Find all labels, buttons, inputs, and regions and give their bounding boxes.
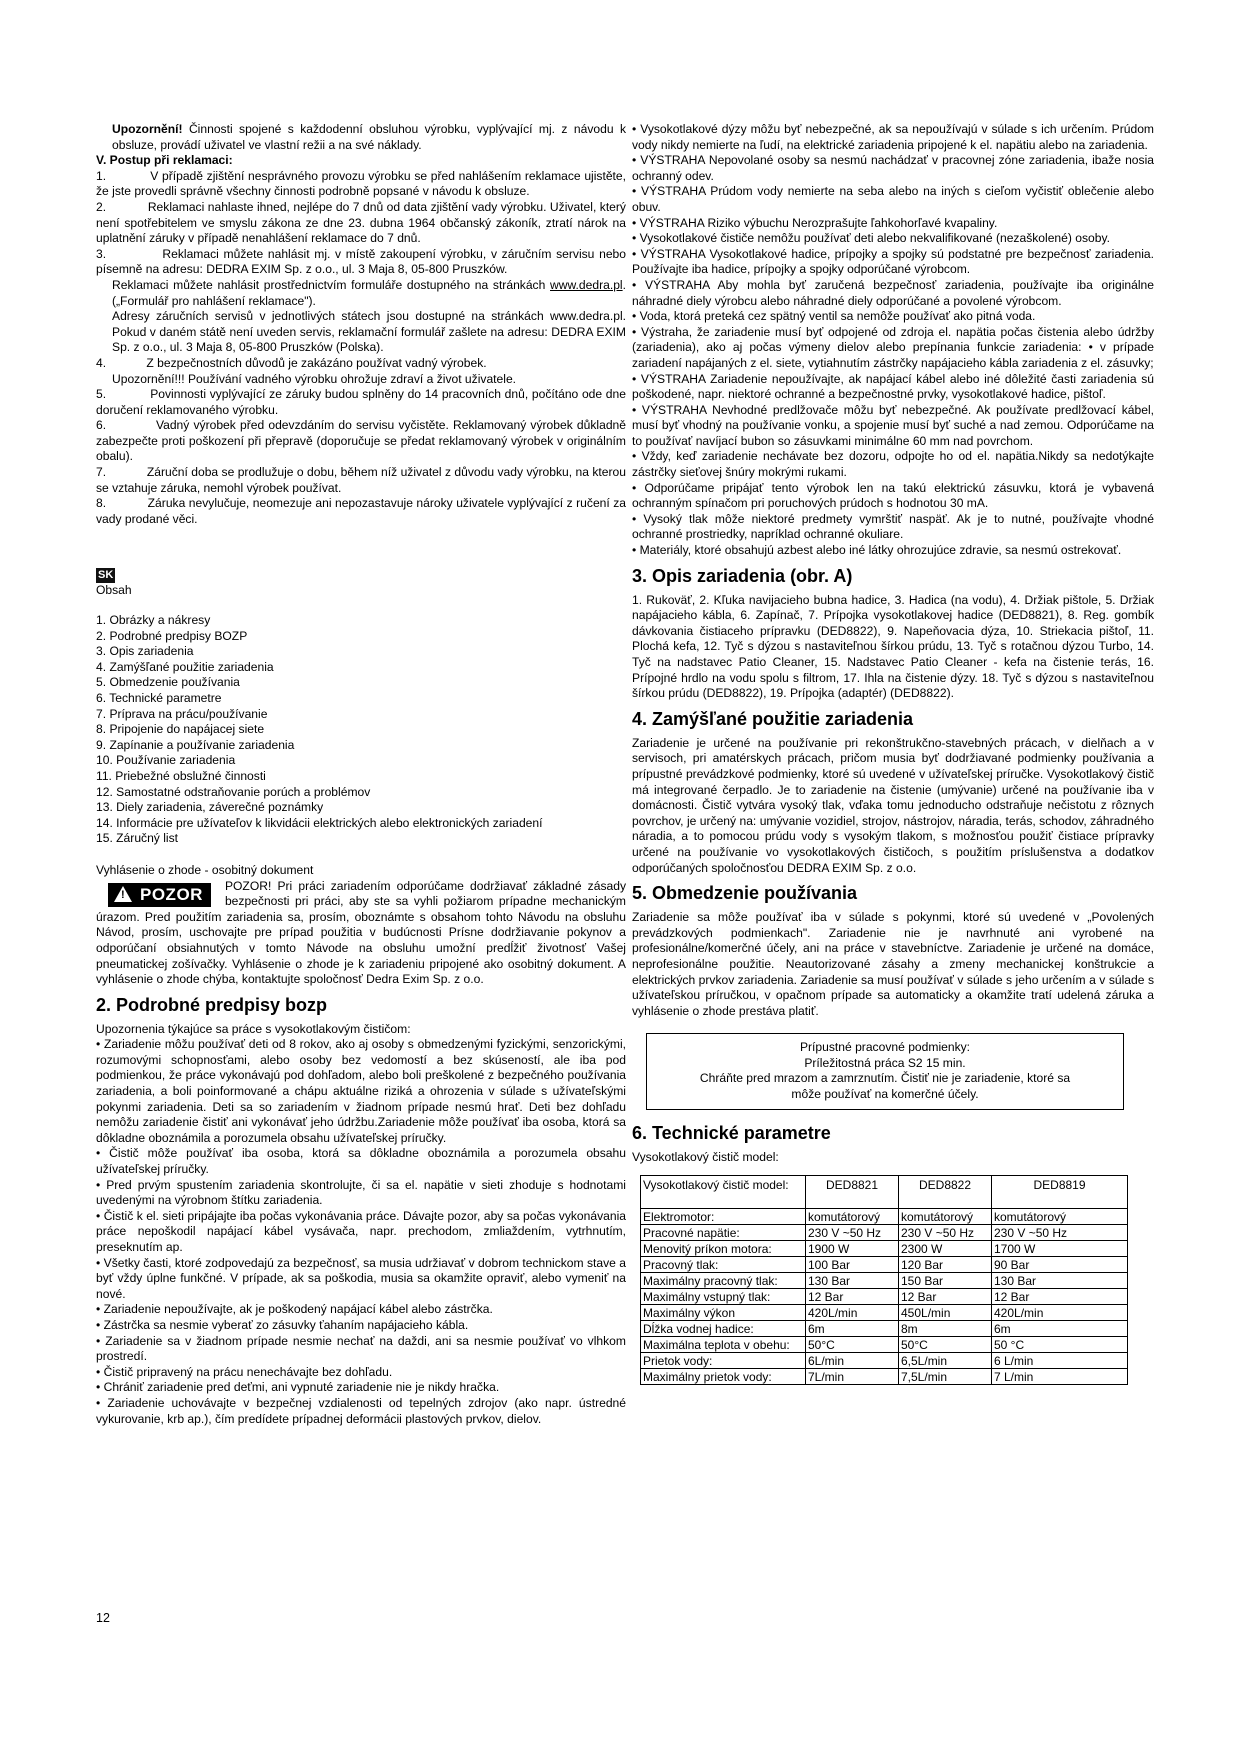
section-v-title: V. Postup při reklamaci: — [96, 153, 233, 168]
pozor-label: POZOR — [140, 884, 203, 904]
item-text: V případě zjištění nesprávného provozu výrobku se před nahlášením reklamace ujistěte, že jste provedli správně všechny činnosti podrobně popsané v návodu k obsluze. — [96, 168, 626, 199]
item-text: Vadný výrobek před odevzdáním do servisu vyčistěte. Reklamovaný výrobek důkladně zabezpečte proti poškození při přepravě (doporučuje se předat reklamovaný výrobek v originálním obalu). — [96, 418, 627, 464]
table-row — [641, 1209, 1128, 1225]
toc-title: Obsah — [96, 583, 132, 598]
condition-line: Príležitostná práca S2 15 min. — [804, 1055, 966, 1070]
table-cell: 6m — [992, 1321, 1128, 1337]
toc-item: 5. Obmedzenie používania — [96, 675, 240, 690]
table-cell: komutátorový — [992, 1209, 1128, 1225]
service-addresses: Adresy záručních servisů v jednotlivých státech jsou dostupné na stránkách www.dedra.pl. Pokud v daném státě není uveden servis, reklamační formulář zašlete na adresu: DEDRA EXIM Sp. z o.o., ul. 3 Maja 8, 05-800 Pruszków (Polska). — [112, 309, 626, 355]
table-cell: 12 Bar — [992, 1289, 1128, 1305]
item-number: 8. — [96, 496, 107, 511]
warning-item: • VÝSTRAHA Nepovolané osoby sa nesmú nachádzať v pracovnej zóne zariadenia, ibaže nosia ochranný odev. — [632, 153, 1154, 183]
table-header-row — [641, 1176, 1128, 1209]
table-cell: Dĺžka vodnej hadice: — [641, 1321, 806, 1337]
item-text: Záruční doba se prodlužuje o dobu, během níž uživatel z důvodu vady výrobku, na kterou se vztahuje záruka, nemohl výrobek používat. — [96, 465, 626, 495]
table-row — [641, 1353, 1128, 1369]
complaint-item-7 — [96, 465, 626, 496]
complaint-item-6 — [96, 418, 626, 465]
notice-label: Upozornění! — [112, 122, 183, 136]
table-cell: Prietok vody: — [641, 1353, 806, 1369]
warning-item: • VÝSTRAHA Aby mohla byť zaručená bezpečnosť zariadenia, používajte iba originálne náhradné diely výrobcu alebo náhradné diely odporúčané a povolené výrobcom. — [632, 277, 1154, 308]
item-text: Povinnosti vyplývající ze záruky budou splněny do 14 pracovních dnů, počítáno ode dne doručení reklamovaného výrobku. — [96, 387, 626, 417]
complaint-item-5 — [96, 387, 626, 418]
item-text: Z bezpečnostních důvodů je zakázáno používat vadný výrobek. — [146, 355, 487, 370]
condition-line: môže používať na komerčné účely. — [791, 1087, 979, 1102]
bozp-item: • Chrániť zariadenie pred deťmi, ani vypnuté zariadenie nie je nikdy hračka. — [96, 1380, 500, 1395]
table-header-cell: DED8821 — [806, 1176, 899, 1209]
web-text-a: Reklamaci můžete nahlásit prostřednictvím formuláře dostupného na stránkách — [112, 277, 551, 292]
warning-item: • Vysokotlakové dýzy môžu byť nebezpečné, ak sa nepoužívajú v súlade s ich určením. Prúdom vody nikdy nemierte na ľudí, na elektrické zariadenia pripojené k el. napätiu alebo na zariadenia. — [632, 122, 1154, 152]
toc-item: 4. Zamýšľané použitie zariadenia — [96, 659, 274, 674]
bozp-item: • Zariadenie uchovávajte v bezpečnej vzdialenosti od tepelných zdrojov (ako napr. ústredné vykurovanie, krb ap.), čím predídete prípadnej deformácii plastových prvkov, dielov. — [96, 1395, 626, 1426]
section-2-heading: 2. Podrobné predpisy bozp — [96, 994, 328, 1015]
table-row — [641, 1289, 1128, 1305]
warning-triangle-icon: ! — [114, 886, 132, 902]
warning-item: • VÝSTRAHA Riziko výbuchu Nerozprašujte ľahkohorľavé kvapaliny. — [632, 215, 998, 230]
table-cell: 50°C — [806, 1337, 899, 1353]
item-number: 6. — [96, 418, 107, 433]
toc-item: 11. Priebežné obslužné činnosti — [96, 768, 266, 783]
table-cell: 6m — [806, 1321, 899, 1337]
table-cell: 2300 W — [899, 1241, 992, 1257]
toc-item: 7. Príprava na prácu/používanie — [96, 706, 268, 721]
item-4-warning: Upozornění!!! Používání vadného výrobku ohrožuje zdraví a život uživatele. — [112, 371, 517, 386]
table-cell: 230 V ~50 Hz — [899, 1225, 992, 1241]
pozor-text: POZOR! Pri práci zariadením odporúčame dodržiavať základné zásady bezpečnosti pri práci, aby ste sa vyhli požiarom prípadne mechanickým úrazom. Pred použitím zariadenia sa, prosím, oboznámte s obsahom tohto Návodu na obsluhu Návod, prosím, uschovajte pre prípad použitia v budúcnosti Prísne dodržiavanie pokynov a odporúčaní obsiahnutých v tomto Návode na obsluhu umožní predĺžiť životnosť Vašej pneumatickej zošívačky. Vyhlásenie o zhode je k zariadeniu pripojené ako osobitný dokument. A vyhlásenie o zhode chýba, kontaktujte spoločnosť Dedra Exim Sp. z o.o. — [96, 878, 626, 987]
table-cell: 150 Bar — [899, 1273, 992, 1289]
table-row — [641, 1369, 1128, 1385]
toc-item: 8. Pripojenie do napájacej siete — [96, 722, 265, 737]
table-cell: komutátorový — [899, 1209, 992, 1225]
sk-language-badge — [96, 567, 626, 583]
complaint-item-2 — [96, 200, 626, 247]
right-column — [632, 122, 1154, 1385]
bozp-item: • Čistič môže používať iba osoba, ktorá sa dôkladne oboznámila a porozumela obsahu užívateľskej príručky. — [96, 1146, 626, 1177]
toc-item: 12. Samostatné odstraňovanie porúch a problémov — [96, 784, 371, 799]
bozp-item: • Zariadenie môžu používať deti od 8 rokov, ako aj osoby s obmedzenými fyzickými, senzorickými, rozumovými schopnosťami, alebo osoby bez vedomostí a bez skúseností, ale iba pod podmienkou, že práce vykonávajú pod dohľadom, alebo boli preškolené z bezpečného používania zariadenia, a boli poinformované a chápu aktuálne riziká a ohrozenia v súlade s užívateľskými pokynmi zariadenia. Deti sa so zariadením v žiadnom prípade nesmú hrať. Deti bez dohľadu nemôžu zariadenie čistiť ani vykonávať jeho údržbu.Zariadenie môže používať iba osoba, ktorá sa dôkladne oboznámila a porozumela obsahu užívateľskej príručky. — [96, 1037, 626, 1145]
web-text-b: . („Formulář pro nahlášení reklamace"). — [112, 277, 626, 308]
item-number: 7. — [96, 465, 107, 480]
toc-item: 14. Informácie pre užívateľov k likvidácii elektrických alebo elektronických zariadení — [96, 815, 543, 830]
table-cell: 7L/min — [806, 1369, 899, 1385]
item-text: Záruka nevylučuje, neomezuje ani nepozastavuje nároky uživatele vyplývající z ručení za vady prodané věci. — [96, 496, 626, 526]
bozp-item: • Všetky časti, ktoré zodpovedajú za bezpečnosť, sa musia udržiavať v dobrom technickom stave a byť vždy úplne funkčné. V prípade, ak sa poškodia, musia sa okamžite opraviť, alebo vymeniť na nové. — [96, 1255, 626, 1301]
warning-item: • Vysoký tlak môže niektoré predmety vymrštiť naspäť. Ak je to nutné, používajte vhodné ochranné prostriedky, napríklad ochranné okuliare. — [632, 511, 1154, 542]
table-cell: 6L/min — [806, 1353, 899, 1369]
bozp-item: • Zástrčka sa nesmie vyberať zo zásuvky ťahaním napájacieho kábla. — [96, 1317, 469, 1332]
item-number: 3. — [96, 246, 107, 261]
toc-item: 1. Obrázky a nákresy — [96, 613, 211, 628]
notice-text: Činnosti spojené s každodenní obsluhou výrobku, vyplývající mj. z návodu k obsluze, provádí uživatel ve vlastní režii a na své náklady. — [112, 122, 626, 152]
bozp-item: • Zariadenie sa v žiadnom prípade nesmie nechať na daždi, ani sa nesmie používať vo vlhkom prostredí. — [96, 1333, 626, 1364]
table-row — [641, 1321, 1128, 1337]
condition-line: Prípustné pracovné podmienky: — [799, 1040, 971, 1055]
left-column — [96, 122, 626, 1427]
table-cell: 100 Bar — [806, 1257, 899, 1273]
table-cell: 230 V ~50 Hz — [992, 1225, 1128, 1241]
item-number: 1. — [96, 168, 107, 183]
table-cell: Maximálny pracovný tlak: — [641, 1273, 806, 1289]
warning-item: • VÝSTRAHA Prúdom vody nemierte na seba alebo na iných s cieľom vyčistiť oblečenie alebo obuv. — [632, 184, 1154, 214]
bozp-item: • Pred prvým spustením zariadenia skontrolujte, či sa el. napätie v sieti zhoduje s hodnotami uvedenými na výrobnom štítku zariadenia. — [96, 1177, 626, 1208]
table-row — [641, 1225, 1128, 1241]
dedra-link[interactable]: www.dedra.pl — [550, 277, 623, 292]
toc-item: 9. Zapínanie a používanie zariadenia — [96, 737, 295, 752]
sk-badge: SK — [98, 569, 114, 582]
pozor-badge — [108, 883, 211, 907]
warning-item: • Materiály, ktoré obsahujú azbest alebo iné látky ohrozujúce zdravie, sa nesmú ostrekovať. — [632, 543, 1122, 558]
table-cell: Maximálny prietok vody: — [641, 1369, 806, 1385]
section-v-heading — [96, 153, 626, 169]
table-cell: Pracovné napätie: — [641, 1225, 806, 1241]
bozp-intro: Upozornenia týkajúce sa práce s vysokotlakovým čističom: — [96, 1021, 411, 1036]
table-row — [641, 1241, 1128, 1257]
table-cell: 8m — [899, 1321, 992, 1337]
toc-item: 15. Záručný list — [96, 831, 178, 846]
table-cell: 12 Bar — [806, 1289, 899, 1305]
warning-item: • VÝSTRAHA Zariadenie nepoužívajte, ak napájací kábel alebo iné dôležité časti zariadenia sú poškodené, napr. niektoré ochranné a bezpečnostné prvky, vysokotlakové hadice, pištoľ. — [632, 371, 1154, 402]
warning-item: • Odporúčame pripájať tento výrobok len na takú elektrickú zásuvku, ktorá je vybavená ochranným spínačom pri poruchových prúdoch s hodnotou 30 mA. — [632, 480, 1154, 511]
toc-item: 13. Diely zariadenia, záverečné poznámky — [96, 800, 324, 815]
web-complaint — [96, 278, 626, 309]
table-row — [641, 1257, 1128, 1273]
table-header-cell: Vysokotlakový čistič model: — [641, 1176, 806, 1209]
warning-item: • VÝSTRAHA Nevhodné predlžovače môžu byť nebezpečné. Ak používate predlžovací kábel, musí byť vhodný na používanie vonku, a spojenie musí byť suché a nad zemou. Odporúčame na to používať navíjací bubon so zásuvkami minimálne 60 mm nad povrchom. — [632, 402, 1154, 448]
complaint-item-1 — [96, 169, 626, 200]
technical-parameters-table — [640, 1175, 1128, 1385]
table-cell: 50 °C — [992, 1337, 1128, 1353]
table-cell: 12 Bar — [899, 1289, 992, 1305]
tech-intro: Vysokotlakový čistič model: — [632, 1149, 779, 1164]
condition-line: Chráňte pred mrazom a zamrznutím. Čistiť nie je zariadenie, ktoré sa — [699, 1071, 1071, 1086]
table-cell: Maximálna teplota v obehu: — [641, 1337, 806, 1353]
warning-item: • Vysokotlakové čističe nemôžu používať deti alebo nekvalifikované (nezaškolené) osoby. — [632, 231, 1110, 246]
table-cell: 1900 W — [806, 1241, 899, 1257]
table-cell: 1700 W — [992, 1241, 1128, 1257]
bozp-item: • Čistič k el. sieti pripájajte iba počas vykonávania práce. Dávajte pozor, aby sa počas vykonávania práce nepoškodil napájací kábel vysávača, napr. prechodom, zmliaždením, vytrhnutím, preseknutím ap. — [96, 1208, 626, 1254]
toc-item: 10. Používanie zariadenia — [96, 753, 236, 768]
table-cell: 50°C — [899, 1337, 992, 1353]
bozp-item: • Čistič pripravený na prácu nenechávajte bez dohľadu. — [96, 1364, 393, 1379]
table-cell: 130 Bar — [806, 1273, 899, 1289]
table-row — [641, 1305, 1128, 1321]
table-cell: 450L/min — [899, 1305, 992, 1321]
table-cell: Maximálny vstupný tlak: — [641, 1289, 806, 1305]
section-5-heading: 5. Obmedzenie používania — [632, 883, 858, 904]
complaint-item-3 — [96, 247, 626, 278]
complaint-item-4 — [96, 356, 626, 372]
table-cell: 120 Bar — [899, 1257, 992, 1273]
table-cell: Pracovný tlak: — [641, 1257, 806, 1273]
table-cell: 90 Bar — [992, 1257, 1128, 1273]
toc-item: 2. Podrobné predpisy BOZP — [96, 628, 248, 643]
pozor-warning — [96, 879, 626, 988]
toc-item: 3. Opis zariadenia — [96, 644, 194, 659]
table-cell: 7 L/min — [992, 1369, 1128, 1385]
section-4-heading: 4. Zamýšľané použitie zariadenia — [632, 708, 914, 729]
item-number: 4. — [96, 355, 107, 370]
table-header-cell: DED8822 — [899, 1176, 992, 1209]
working-conditions-box — [646, 1033, 1124, 1109]
table-cell: 7,5L/min — [899, 1369, 992, 1385]
table-of-contents — [96, 613, 626, 847]
section-3-heading: 3. Opis zariadenia (obr. A) — [632, 565, 853, 586]
section-6-heading: 6. Technické parametre — [632, 1122, 831, 1143]
table-row — [641, 1337, 1128, 1353]
intended-use: Zariadenie je určené na používanie pri rekonštrukčno-stavebných prácach, v dielňach a v servisoch, pri amatérskych prácach, pričom musia byť dodržiavané podmienky používania a prípustné prevádzkové podmienky, ktoré sú uvedené v užívateľskej príručke. Vysokotlakový čistič má integrované čerpadlo. Je to zariadenie na čistenie (umývanie) určené na používanie iba v domácnosti. Čistič vytvára vysoký tlak, vďaka tomu jednoducho odstraňuje nečistotu z rôznych povrchov, je určený na: umývanie vozidiel, strojov, nástrojov, náradia, terás, schodov, záhradného náradia, a to pomocou prúdu vody s vysokým tlakom, s možnosťou použiť čistiace prípravky určené na používanie vo vysokotlakových čističoch, s použitím príslušenstva a dodatkov odporúčaných spoločnosťou DEDRA EXIM Sp. z o.o. — [632, 735, 1154, 875]
table-cell: 420L/min — [992, 1305, 1128, 1321]
warning-item: • VÝSTRAHA Vysokotlakové hadice, prípojky a spojky sú podstatné pre bezpečnosť zariadenia. Používajte iba hadice, prípojky a spojky odporúčané výrobcom. — [632, 246, 1154, 277]
item-number: 5. — [96, 387, 107, 402]
warning-item: • Vždy, keď zariadenie nechávate bez dozoru, odpojte ho od el. napätia.Nikdy sa nedotýkajte zástrčky sieťovej šnúry mokrými rukami. — [632, 449, 1154, 480]
item-text: Reklamaci nahlaste ihned, nejlépe do 7 dnů od data zjištění vady výrobku. Uživatel, který není spotřebitelem ve smyslu zákona ze dne 23. dubna 1964 občanský zákoník, ztratí nárok na uplatnění záruky v případě nenahlášení reklamace do 7 dnů. — [96, 199, 626, 246]
table-cell: 6,5L/min — [899, 1353, 992, 1369]
table-cell: Elektromotor: — [641, 1209, 806, 1225]
complaint-item-8 — [96, 496, 626, 527]
table-cell: Maximálny výkon — [641, 1305, 806, 1321]
table-cell: 130 Bar — [992, 1273, 1128, 1289]
table-header-cell: DED8819 — [992, 1176, 1128, 1209]
table-cell: Menovitý príkon motora: — [641, 1241, 806, 1257]
warning-item: • Výstraha, že zariadenie musí byť odpojené od zdroja el. napätia počas čistenia alebo údržby (zariadenia), ako aj počas výmeny dielov alebo prepínania funkcie zariadenia: • v prípade zariadení napájaných z el. siete, vytiahnutím zástrčky napájacieho kábla zariadenia z el. zásuvky; — [632, 324, 1154, 370]
table-cell: 420L/min — [806, 1305, 899, 1321]
table-row — [641, 1273, 1128, 1289]
item-text: Reklamaci můžete nahlásit mj. v místě zakoupení výrobku, v záručním servisu nebo písemně na adresu: DEDRA EXIM Sp. z o.o., ul. 3 Maja 8, 05-800 Pruszków. — [96, 246, 626, 277]
declaration-note: Vyhlásenie o zhode - osobitný dokument — [96, 862, 314, 877]
page-number: 12 — [96, 1611, 110, 1625]
table-cell: komutátorový — [806, 1209, 899, 1225]
usage-limits: Zariadenie sa môže používať iba v súlade s pokynmi, ktoré sú uvedené v „Povolených prevádzkových podmienkach". Zariadenie nie je navrhnuté ani vyrobené na profesionálne/komerčné účely, ani na práce v stavebníctve. Zariadenie je určené na domáce, neprofesionálne použitie. Neautorizované zásahy a zmeny mechanickej konštrukcie a elektrických prvkov zariadenia. Zariadenie sa musí používať v súlade s jeho určením a v súlade s užívateľskou príručkou, v opačnom prípade sa automaticky a okamžite tratí udelená záruka a vyhlásenie o zhode prestáva platiť. — [632, 910, 1154, 1018]
warning-item: • Voda, ktorá preteká cez spätný ventil sa nemôže používať ako pitná voda. — [632, 309, 1036, 324]
notice — [96, 122, 626, 153]
device-description: 1. Rukoväť, 2. Kľuka navijacieho bubna hadice, 3. Hadica (na vodu), 4. Držiak pištole, 5. Držiak napájacieho kábla, 6. Zapínač, 7. Prípojka vysokotlakovej hadice (DED8821), 8. Reg. gombík dávkovania čistiaceho prípravku (DED8822), 9. Napeňovacia dýza, 10. Striekacia pištoľ, 11. Plochá kefa, 12. Tyč s dýzou s nastaviteľnou šírkou prúdu, 13. Tyč s rotačnou dýzou Turbo, 14. Tyč na nadstavec Patio Cleaner, 15. Nadstavec Patio Cleaner - kefa na čistenie terás, 16. Prípojné hrdlo na vodu spolu s filtrom, 17. Ihla na čistenie dýzy. 18. Tyč s dýzou s nastaviteľnou šírkou prúdu (DED8822), 19. Prípojka (adaptér) (DED8822). — [632, 592, 1154, 701]
toc-item: 6. Technické parametre — [96, 691, 222, 705]
table-cell: 230 V ~50 Hz — [806, 1225, 899, 1241]
bozp-item: • Zariadenie nepoužívajte, ak je poškodený napájací kábel alebo zástrčka. — [96, 1302, 493, 1317]
item-number: 2. — [96, 199, 107, 214]
table-cell: 6 L/min — [992, 1353, 1128, 1369]
